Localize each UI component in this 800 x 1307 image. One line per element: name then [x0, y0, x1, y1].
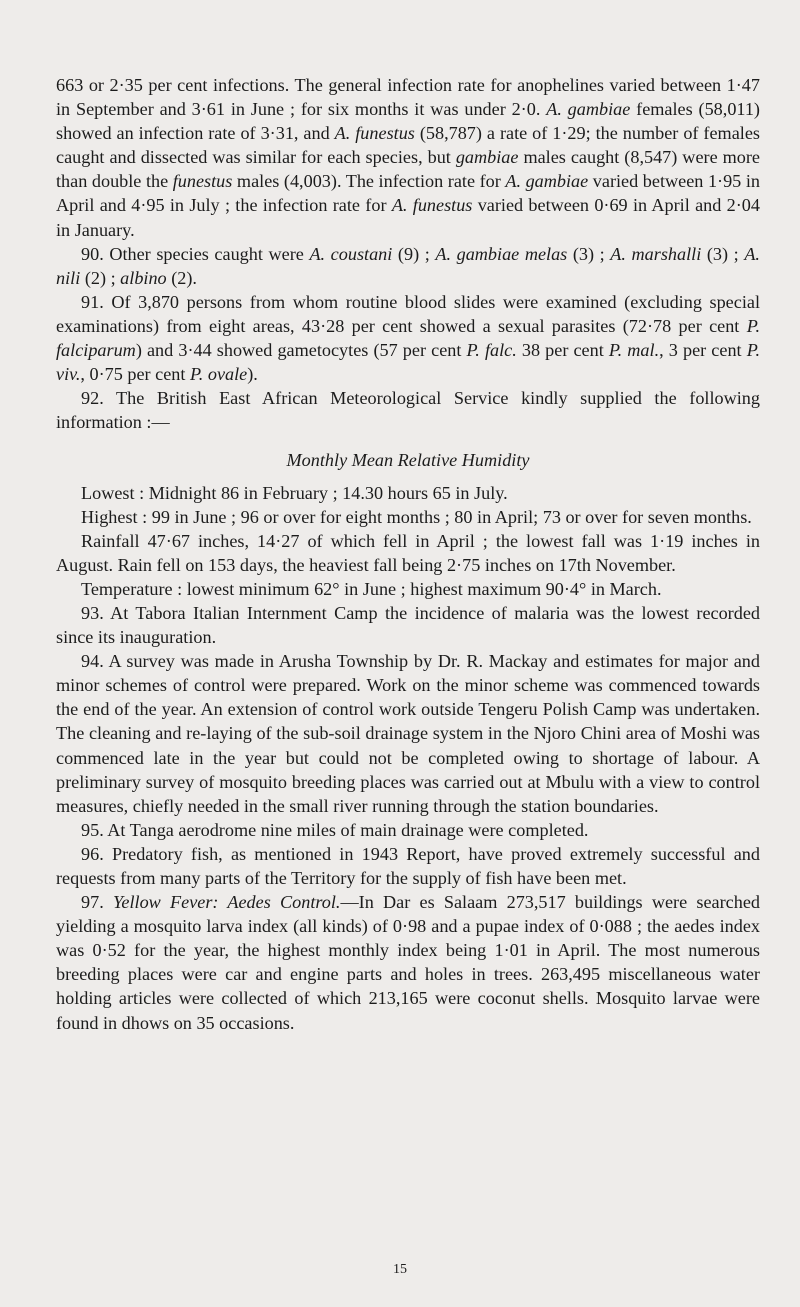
- text-run: Highest : 99 in June ; 96 or over for eight months ; 80 in April; 73 or over for seven months.: [81, 506, 752, 527]
- text-run: (58,787) a rate of 1·29; the number of females caught and dissected was similar for each species, but: [56, 123, 760, 168]
- text-run: (9) ;: [392, 243, 436, 264]
- italic-text: A. nili: [56, 243, 760, 288]
- paragraph-93: [56, 601, 760, 649]
- text-run: 92. The British East African Meteorological Service kindly supplied the following information :—: [56, 388, 760, 433]
- text-run: (3) ;: [701, 243, 745, 264]
- text-run: 95. At Tanga aerodrome nine miles of main drainage were completed.: [81, 819, 589, 840]
- weather-rainfall: [56, 529, 760, 577]
- italic-text: A. coustani: [309, 243, 393, 264]
- italic-text: funestus: [172, 171, 233, 192]
- paragraph-intro: [56, 73, 760, 242]
- italic-text: P. mal.: [608, 340, 660, 361]
- weather-highest: [56, 505, 760, 529]
- italic-text: P. falc.: [466, 340, 517, 361]
- text-run: 90. Other species caught were: [81, 243, 310, 264]
- paragraph-90: [56, 242, 760, 290]
- paragraph-95: [56, 818, 760, 842]
- text-run: 663 or 2·35 per cent infections. The general infection rate for anophelines varied between 1·47 in September and 3·61 in June ; for six months it was under 2·0.: [56, 75, 760, 120]
- paragraph-96: [56, 842, 760, 890]
- text-run: 91. Of 3,870 persons from whom routine blood slides were examined (excluding special examinations) from eight areas, 43·28 per cent showed a sexual parasites (72·78 per cent: [56, 291, 760, 336]
- text-run: , 0·75 per cent: [80, 364, 190, 385]
- text-run: 97.: [81, 892, 113, 913]
- italic-text: A. gambiae melas: [435, 243, 568, 264]
- page-number: 15: [393, 1262, 407, 1277]
- text-run: males (4,003). The infection rate for: [232, 171, 506, 192]
- text-run: varied between 1·95 in April and 4·95 in July ; the infection rate for: [56, 171, 760, 216]
- text-run: Lowest : Midnight 86 in February ; 14.30 hours 65 in July.: [81, 482, 508, 503]
- text-run: —In Dar es Salaam 273,517 buildings were searched yielding a mosquito larva index (all kinds) of 0·98 and a pupae index of 0·088 ; the aedes index was 0·52 for the year, the highest monthly index being 1·01 in April. The most numerous breeding places were car and engine parts and holes in trees. 263,495 miscellaneous water holding articles were collected of which 213,165 were coconut shells. Mosquito larvae were found in dhows on 35 occasions.: [56, 892, 760, 1033]
- weather-temperature: [56, 577, 760, 601]
- italic-text: A. gambiae: [546, 99, 631, 120]
- text-run: Temperature : lowest minimum 62° in June ; highest maximum 90·4° in March.: [81, 578, 662, 599]
- text-run: (3) ;: [567, 243, 611, 264]
- text-run: ) and 3·44 showed gametocytes (57 per cent: [135, 340, 467, 361]
- italic-text: A. gambiae: [505, 171, 589, 192]
- paragraph-91: [56, 290, 760, 386]
- paragraph-97: [56, 890, 760, 1035]
- text-run: 94. A survey was made in Arusha Township by Dr. R. Mackay and estimates for major and minor schemes of control were prepared. Work on the minor scheme was commenced towards the end of the year. An extension of control work outside Tengeru Polish Camp was undertaken. The cleaning and re-laying of the sub-soil drainage system in the Njoro Chini area of Moshi was commenced late in the year but could not be completed owing to shortage of labour. A preliminary survey of mosquito breeding places was carried out at Mbulu with a view to control measures, chiefly needed in the small river running through the station boundaries.: [56, 651, 760, 816]
- italic-text: albino: [120, 267, 167, 288]
- text-run: ).: [247, 364, 258, 385]
- text-run: 38 per cent: [516, 340, 609, 361]
- text-run: males caught (8,547) were more than double the: [56, 147, 760, 192]
- italic-text: A. funestus: [334, 123, 415, 144]
- text-run: Rainfall 47·67 inches, 14·27 of which fell in April ; the lowest fall was 1·19 inches in August. Rain fell on 153 days, the heaviest fall being 2·75 inches on 17th November.: [56, 530, 760, 575]
- italic-text: gambiae: [455, 147, 519, 168]
- text-run: 96. Predatory fish, as mentioned in 1943 Report, have proved extremely successful and requests from many parts of the Territory for the supply of fish have been met.: [56, 843, 760, 888]
- italic-text: P. ovale: [190, 364, 248, 385]
- italic-text: P. viv.: [56, 340, 760, 385]
- text-run: (2).: [166, 267, 197, 288]
- paragraph-94: [56, 649, 760, 818]
- humidity-heading: Monthly Mean Relative Humidity: [286, 450, 530, 471]
- italic-text: A. marshalli: [610, 243, 702, 264]
- text-run: varied between 0·69 in April and 2·04 in January.: [56, 195, 760, 240]
- page-body: [56, 73, 760, 1035]
- italic-text: A. funestus: [391, 195, 473, 216]
- italic-text: P. falciparum: [56, 315, 760, 361]
- text-run: (2) ;: [80, 267, 121, 288]
- weather-lowest: [56, 481, 760, 505]
- text-run: 93. At Tabora Italian Internment Camp the incidence of malaria was the lowest recorded since its inauguration.: [56, 602, 760, 648]
- text-run: , 3 per cent: [659, 340, 747, 361]
- paragraph-92: [56, 386, 760, 434]
- italic-text: Yellow Fever: Aedes Control.: [112, 892, 341, 913]
- text-run: females (58,011) showed an infection rate of 3·31, and: [56, 99, 760, 144]
